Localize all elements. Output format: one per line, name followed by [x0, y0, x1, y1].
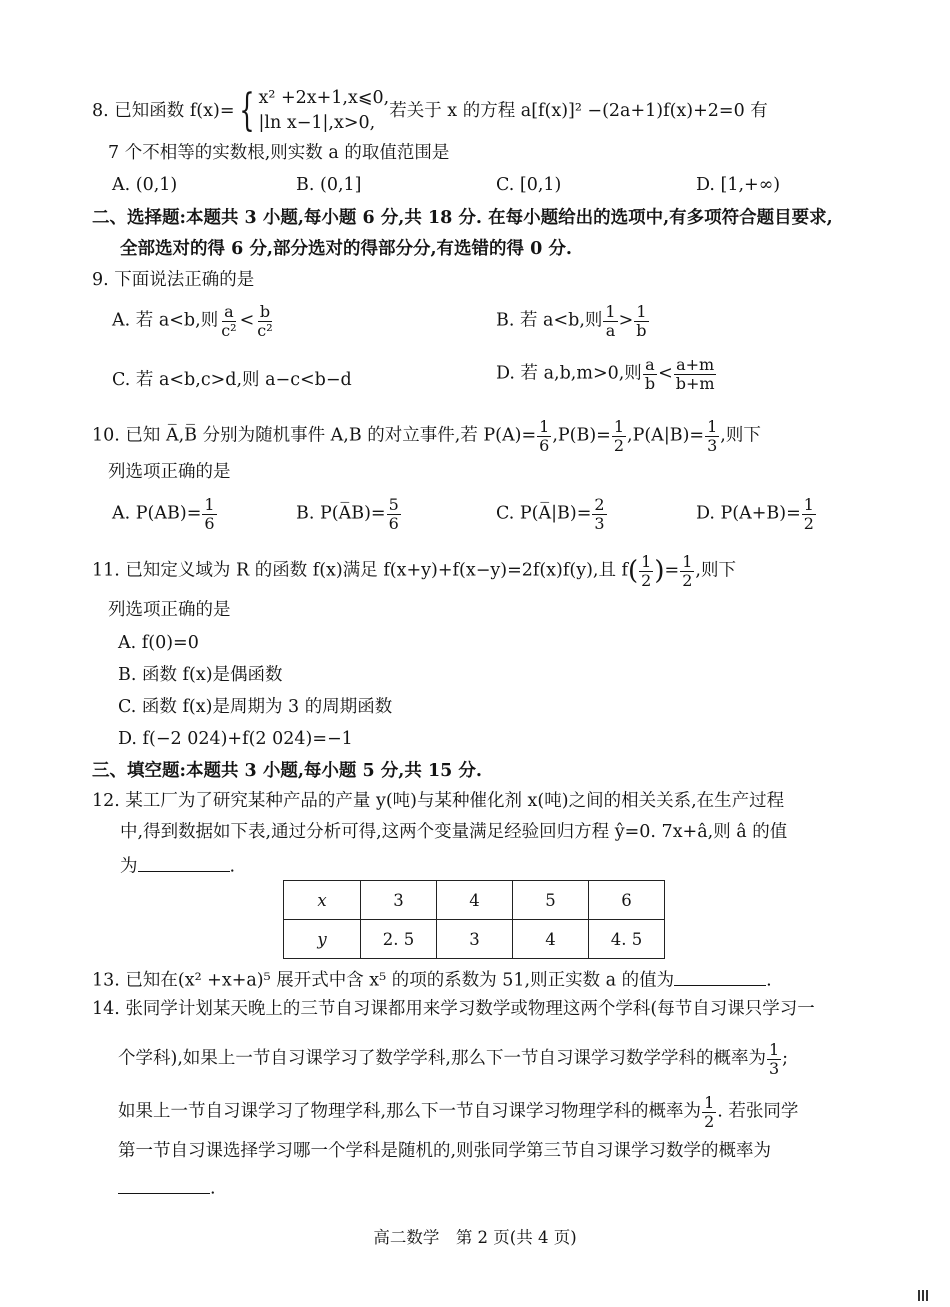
denominator: a: [605, 320, 616, 340]
table-cell: 4: [437, 881, 513, 920]
fraction: [202, 496, 216, 532]
denominator: 6: [539, 435, 550, 455]
q8-option-b: B. (0,1]: [296, 175, 362, 195]
q11-option-c: C. 函数 f(x)是周期为 3 的周期函数: [118, 697, 393, 717]
operator: >: [618, 310, 634, 331]
table-header-x: x: [284, 881, 361, 920]
q13-text: 13. 已知在(x² +x+a)⁵ 展开式中含 x⁵ 的项的系数为 51,则正实数 a 的值为: [92, 970, 675, 991]
denominator: 3: [768, 1058, 780, 1078]
fraction: [702, 1094, 716, 1130]
denominator: 2: [613, 435, 625, 455]
fraction: [612, 418, 626, 454]
numerator: 1: [636, 302, 647, 321]
section3-heading: 三、填空题:本题共 3 小题,每小题 5 分,共 15 分.: [92, 761, 482, 781]
q14-line2: [118, 1041, 788, 1077]
q10-c-text: C. P(A̅|B)=: [496, 503, 592, 524]
table-cell: 2. 5: [361, 920, 437, 959]
q13-stem: [92, 967, 772, 992]
q9-stem: 9. 下面说法正确的是: [92, 270, 255, 290]
denominator: b+m: [675, 373, 715, 393]
denominator: 6: [204, 513, 215, 533]
q10-p2: ,P(B)=: [552, 425, 611, 446]
q10-b-text: B. P(A̅B)=: [296, 503, 386, 524]
numerator: a: [645, 355, 655, 374]
q14-line5: [118, 1175, 216, 1200]
q10-p1: 10. 已知 A̅,B̅ 分别为随机事件 A,B 的对立事件,若 P(A)=: [92, 425, 537, 446]
table-cell: 3: [437, 920, 513, 959]
operator: <: [658, 363, 673, 384]
page-footer: 高二数学 第 2 页(共 4 页): [373, 1228, 577, 1247]
q14-line2-text: 个学科),如果上一节自习课学习了数学学科,那么下一节自习课学习数学学科的概率为: [118, 1048, 766, 1069]
q10-option-c: [496, 496, 608, 532]
q9-option-c: C. 若 a<b,c>d,则 a−c<b−d: [112, 370, 352, 390]
q8-option-a: A. (0,1): [112, 175, 178, 195]
denominator: c²: [221, 320, 237, 340]
denominator: c²: [257, 320, 273, 340]
q12-line3-text: 为: [120, 856, 138, 877]
q8-option-c: C. [0,1): [496, 175, 562, 195]
q14-line3: [118, 1094, 798, 1130]
numerator: 1: [613, 417, 625, 436]
q12-line1: 12. 某工厂为了研究某种产品的产量 y(吨)与某种催化剂 x(吨)之间的相关关系,在生产过程: [92, 791, 785, 811]
numerator: 1: [707, 417, 718, 436]
q10-option-d: [696, 496, 817, 532]
fraction: [674, 356, 717, 392]
fraction: [643, 356, 657, 392]
q14-line3-end: . 若张同学: [717, 1101, 799, 1122]
denominator: 2: [641, 570, 652, 590]
numerator: 1: [605, 302, 616, 321]
q9-option-b: [496, 303, 650, 339]
answer-blank[interactable]: [138, 853, 230, 872]
denominator: b: [636, 320, 647, 340]
q8-lead: 8. 已知函数 f(x)=: [92, 100, 235, 121]
numerator: 1: [803, 495, 814, 514]
q8-stem: [92, 86, 768, 137]
fraction: [705, 418, 719, 454]
table-cell: 4. 5: [589, 920, 665, 959]
fraction: [255, 303, 274, 339]
q10-line2: 列选项正确的是: [108, 462, 231, 482]
q11-p1: 11. 已知定义域为 R 的函数 f(x)满足 f(x+y)+f(x−y)=2f(x)f(y),且 f: [92, 560, 629, 581]
q11-option-a: A. f(0)=0: [118, 633, 199, 653]
numerator: a+m: [676, 355, 715, 374]
q12-line2: 中,得到数据如下表,通过分析可得,这两个变量满足经验回归方程 ŷ=0. 7x+â,则 â 的值: [120, 822, 788, 842]
q10-stem: [92, 418, 761, 454]
q14-line4: 第一节自习课选择学习哪一个学科是随机的,则张同学第三节自习课学习数学的概率为: [118, 1141, 772, 1161]
q10-a-text: A. P(AB)=: [112, 503, 202, 524]
numerator: 1: [704, 1093, 715, 1112]
section2-heading-line2: 全部选对的得 6 分,部分选对的得部分分,有选错的得 0 分.: [120, 239, 572, 259]
paren: ): [654, 555, 665, 586]
numerator: 5: [388, 495, 399, 514]
denominator: 2: [682, 570, 693, 590]
q9-b-text: B. 若 a<b,则: [496, 310, 603, 331]
fraction: [767, 1041, 781, 1077]
fraction: [634, 303, 648, 339]
q11-p3: ,则下: [695, 560, 736, 581]
denominator: 3: [707, 435, 718, 455]
answer-blank[interactable]: [674, 967, 766, 986]
q14-line1: 14. 张同学计划某天晚上的三节自习课都用来学习数学或物理这两个学科(每节自习课只学习一: [92, 999, 815, 1019]
numerator: 1: [682, 552, 693, 571]
q12-line3: [120, 853, 235, 878]
period: .: [229, 856, 236, 877]
numerator: a: [224, 302, 234, 321]
paren: (: [628, 555, 639, 586]
fraction: [639, 553, 653, 589]
q10-option-a: [112, 496, 218, 532]
q11-p2: =: [664, 560, 680, 581]
table-cell: 6: [589, 881, 665, 920]
fraction: [680, 553, 694, 589]
denominator: b: [644, 373, 656, 393]
q11-option-d: D. f(−2 024)+f(2 024)=−1: [118, 729, 353, 749]
table-cell: 5: [513, 881, 589, 920]
q8-piecewise: [259, 86, 390, 137]
q8-piece1: x² +2x+1,x⩽0,: [258, 88, 390, 108]
numerator: 1: [768, 1040, 780, 1059]
period: .: [210, 1178, 216, 1199]
numerator: b: [259, 302, 271, 321]
fraction: [592, 496, 606, 532]
fraction: [603, 303, 617, 339]
q11-line2: 列选项正确的是: [108, 600, 231, 620]
denominator: 6: [388, 513, 399, 533]
data-table: [283, 880, 665, 959]
q9-option-a: [112, 303, 276, 339]
numerator: 1: [539, 417, 550, 436]
q9-a-text: A. 若 a<b,则: [112, 310, 219, 331]
fraction: [537, 418, 551, 454]
numerator: 1: [204, 495, 215, 514]
qr-code-icon: [918, 1290, 929, 1301]
q8-cont: 若关于 x 的方程 a[f(x)]² −(2a+1)f(x)+2=0 有: [389, 100, 768, 121]
q14-line2-end: ;: [782, 1048, 789, 1069]
section2-heading: 二、选择题:本题共 3 小题,每小题 6 分,共 18 分. 在每小题给出的选项中,有多项符合题目要求,: [92, 208, 833, 228]
table-row: [284, 881, 665, 920]
q10-p3: ,P(A|B)=: [627, 425, 705, 446]
q10-option-b: [296, 496, 402, 532]
q8-option-d: D. [1,+∞): [696, 175, 781, 195]
q8-line2: 7 个不相等的实数根,则实数 a 的取值范围是: [108, 143, 450, 163]
fraction: [802, 496, 816, 532]
fraction: [219, 303, 238, 339]
numerator: 1: [641, 552, 652, 571]
table-header-y: y: [284, 920, 361, 959]
table-cell: 3: [361, 881, 437, 920]
q9-option-d: [496, 356, 718, 392]
answer-blank[interactable]: [118, 1175, 210, 1194]
q14-line3-text: 如果上一节自习课学习了物理学科,那么下一节自习课学习物理学科的概率为: [118, 1101, 702, 1122]
q9-d-text: D. 若 a,b,m>0,则: [496, 363, 642, 384]
denominator: 3: [594, 513, 605, 533]
left-brace: {: [238, 85, 255, 137]
numerator: 2: [594, 495, 605, 514]
table-cell: 4: [513, 920, 589, 959]
period: .: [766, 970, 772, 991]
q11-option-b: B. 函数 f(x)是偶函数: [118, 665, 283, 685]
q10-d-text: D. P(A+B)=: [696, 503, 801, 524]
denominator: 2: [803, 513, 814, 533]
fraction: [387, 496, 401, 532]
q11-stem: [92, 553, 736, 589]
q8-piece2: |ln x−1|,x>0,: [258, 113, 376, 134]
table-row: [284, 920, 665, 959]
denominator: 2: [704, 1111, 715, 1131]
operator: <: [239, 310, 255, 331]
q10-p4: ,则下: [720, 425, 761, 446]
